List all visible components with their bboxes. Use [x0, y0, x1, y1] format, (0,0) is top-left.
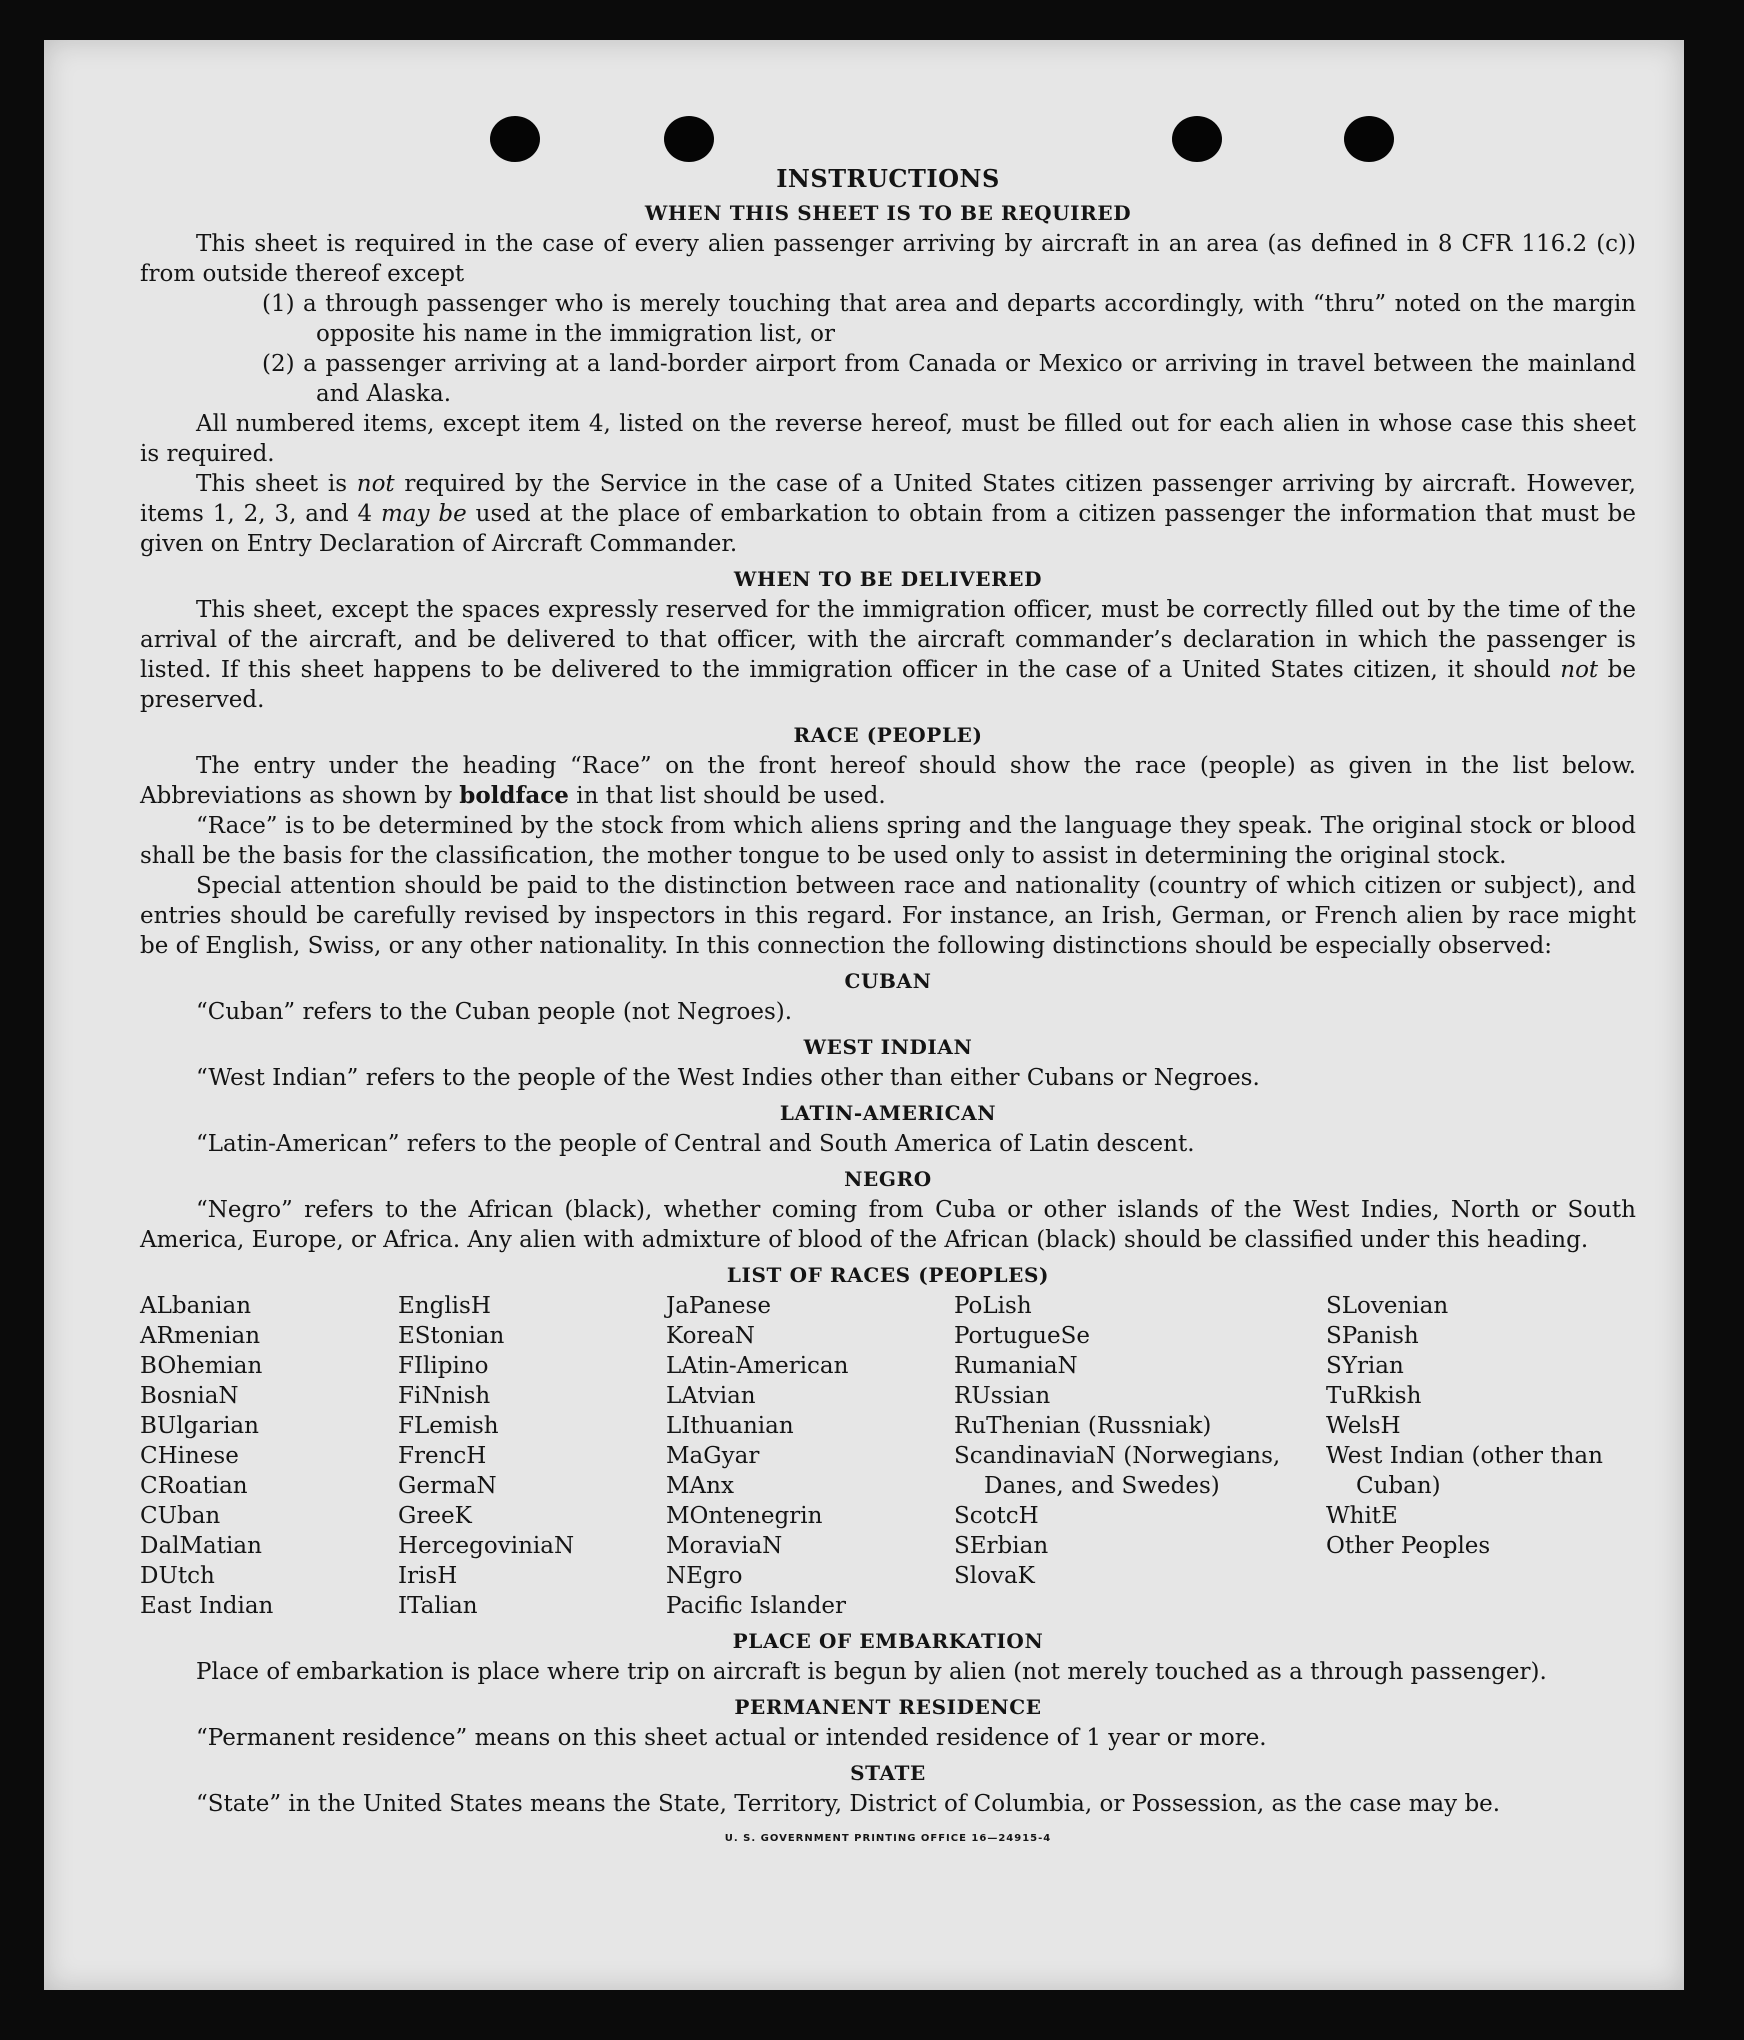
race-list-item: ScandinaviaN (Norwegians, Danes, and Swedes) [954, 1443, 1281, 1499]
race-list-item: ITalian [398, 1593, 478, 1619]
race-list-item: SYrian [1326, 1353, 1404, 1379]
race-list-item: ARmenian [140, 1323, 261, 1349]
paragraph-citizen: This sheet is not required by the Service in the case of a United States citizen passenger arriving by aircraft. However, items 1, 2, 3, and 4 may be used at the place of embarkation to obtain from a citizen passenger the information that must be given on Entry Declaration of Aircraft Commander. [140, 471, 1636, 557]
race-list-item: BosniaN [140, 1383, 239, 1409]
heading-when-delivered: WHEN TO BE DELIVERED [733, 567, 1043, 591]
race-list-item: East Indian [140, 1593, 274, 1619]
heading-when-required: WHEN THIS SHEET IS TO BE REQUIRED [644, 201, 1132, 225]
race-list-item: CHinese [140, 1443, 239, 1469]
list-item-through-passenger: (1) a through passenger who is merely touching that area and departs accordingly, with “thru” noted on the margin opposite his name in the immigration list, or [262, 291, 1636, 347]
race-list-item: RUssian [954, 1383, 1051, 1409]
race-list-item: BUlgarian [140, 1413, 259, 1439]
paragraph-numbered-items: All numbered items, except item 4, listed on the reverse hereof, must be filled out for each alien in whose case this sheet is required. [140, 411, 1636, 467]
race-list-item: EStonian [398, 1323, 505, 1349]
race-list-item: MAnx [666, 1473, 734, 1499]
race-list-item: BOhemian [140, 1353, 263, 1379]
race-column-5 [1326, 1291, 1636, 1621]
race-list-item: LAtvian [666, 1383, 756, 1409]
race-list-item: Pacific Islander [666, 1593, 847, 1619]
race-list-item: PoLish [954, 1293, 1032, 1319]
paragraph-negro: “Negro” refers to the African (black), whether coming from Cuba or other islands of the West Indies, North or South America, Europe, or Africa. Any alien with admixture of blood of the African (black) should be classified under this heading. [140, 1197, 1636, 1253]
race-column-2 [398, 1291, 666, 1621]
race-list-item: MOntenegrin [666, 1503, 823, 1529]
paragraph-when-required: This sheet is required in the case of every alien passenger arriving by aircraft in an area (as defined in 8 CFR 116.2 (c)) from outside thereof except [140, 231, 1636, 287]
printer-imprint: U. S. GOVERNMENT PRINTING OFFICE 16—24915-4 [724, 1833, 1052, 1844]
race-list-item: HercegoviniaN [398, 1533, 575, 1559]
race-list-item: RumaniaN [954, 1353, 1078, 1379]
race-list-item: DUtch [140, 1563, 215, 1589]
paragraph-race-entry: The entry under the heading “Race” on the front hereof should show the race (people) as given in the list below. Abbreviations as shown by boldface in that list should be used. [140, 753, 1636, 809]
race-list-item: FLemish [398, 1413, 499, 1439]
race-list-item: LIthuanian [666, 1413, 794, 1439]
paragraph-race-stock: “Race” is to be determined by the stock from which aliens spring and the language they speak. The original stock or blood shall be the basis for the classification, the mother tongue to be used only to assist in determining the original stock. [140, 813, 1636, 869]
paragraph-race-nationality: Special attention should be paid to the distinction between race and nationality (country of which citizen or subject), and entries should be carefully revised by inspectors in this regard. For instance, an Irish, German, or French alien by race might be of English, Swiss, or any other nationality. In this connection the following distinctions should be especially observed: [140, 873, 1636, 959]
race-list-item: FIlipino [398, 1353, 489, 1379]
paragraph-state: “State” in the United States means the State, Territory, District of Columbia, or Possession, as the case may be. [196, 1791, 1501, 1817]
race-column-1 [140, 1291, 398, 1621]
heading-race: RACE (PEOPLE) [793, 723, 983, 747]
instructions-content [140, 124, 1636, 1844]
race-list-item: PortugueSe [954, 1323, 1090, 1349]
page-title: INSTRUCTIONS [776, 164, 1000, 193]
list-item-land-border: (2) a passenger arriving at a land-border airport from Canada or Mexico or arriving in travel between the mainland and Alaska. [262, 351, 1636, 407]
race-list-item: GermaN [398, 1473, 497, 1499]
race-list-item: RuThenian (Russniak) [954, 1413, 1212, 1439]
race-list-item: TuRkish [1326, 1383, 1422, 1409]
race-list-item: SlovaK [954, 1563, 1035, 1589]
race-list-item: SLovenian [1326, 1293, 1449, 1319]
heading-list-of-races: LIST OF RACES (PEOPLES) [726, 1263, 1050, 1287]
paragraph-when-delivered: This sheet, except the spaces expressly reserved for the immigration officer, must be correctly filled out by the time of the arrival of the aircraft, and be delivered to that officer, with the aircraft commander’s declaration in which the passenger is listed. If this sheet happens to be delivered to the immigration officer in the case of a United States citizen, it should not be preserved. [140, 597, 1636, 713]
race-list-item: CUban [140, 1503, 221, 1529]
heading-latin-american: LATIN-AMERICAN [779, 1101, 997, 1125]
race-list-item: ALbanian [140, 1293, 252, 1319]
paragraph-cuban: “Cuban” refers to the Cuban people (not Negroes). [196, 999, 793, 1025]
heading-embarkation: PLACE OF EMBARKATION [732, 1629, 1044, 1653]
race-list-item: IrisH [398, 1563, 458, 1589]
race-list-item: WhitE [1326, 1503, 1398, 1529]
race-list-item: West Indian (other than Cuban) [1326, 1443, 1603, 1499]
race-list-item: KoreaN [666, 1323, 755, 1349]
heading-west-indian: WEST INDIAN [803, 1035, 973, 1059]
race-list-item: MoraviaN [666, 1533, 783, 1559]
race-list-item: SErbian [954, 1533, 1049, 1559]
race-list-item: SPanish [1326, 1323, 1419, 1349]
race-list-item: DalMatian [140, 1533, 262, 1559]
race-list-item: ScotcH [954, 1503, 1039, 1529]
race-list-item: EnglisH [398, 1293, 491, 1319]
race-list-item: Other Peoples [1326, 1533, 1491, 1559]
race-list-item: LAtin-American [666, 1353, 849, 1379]
document-sheet [44, 40, 1684, 1990]
paragraph-embarkation: Place of embarkation is place where trip on aircraft is begun by alien (not merely touched as a through passenger). [196, 1659, 1547, 1685]
paragraph-latin-american: “Latin-American” refers to the people of Central and South America of Latin descent. [196, 1131, 1195, 1157]
race-list-item: MaGyar [666, 1443, 760, 1469]
race-list-item: JaPanese [666, 1293, 771, 1319]
race-list [140, 1291, 1636, 1621]
race-list-item: NEgro [666, 1563, 743, 1589]
heading-negro: NEGRO [844, 1167, 932, 1191]
heading-state: STATE [850, 1761, 926, 1785]
race-list-item: GreeK [398, 1503, 472, 1529]
heading-residence: PERMANENT RESIDENCE [734, 1695, 1042, 1719]
race-list-item: WelsH [1326, 1413, 1401, 1439]
race-list-item: CRoatian [140, 1473, 248, 1499]
race-column-3 [666, 1291, 954, 1621]
race-list-item: FrencH [398, 1443, 487, 1469]
paragraph-west-indian: “West Indian” refers to the people of the West Indies other than either Cubans or Negroes. [196, 1065, 1260, 1091]
paragraph-residence: “Permanent residence” means on this sheet actual or intended residence of 1 year or more. [196, 1725, 1267, 1751]
race-list-item: FiNnish [398, 1383, 491, 1409]
heading-cuban: CUBAN [844, 969, 932, 993]
race-column-4 [954, 1291, 1326, 1621]
